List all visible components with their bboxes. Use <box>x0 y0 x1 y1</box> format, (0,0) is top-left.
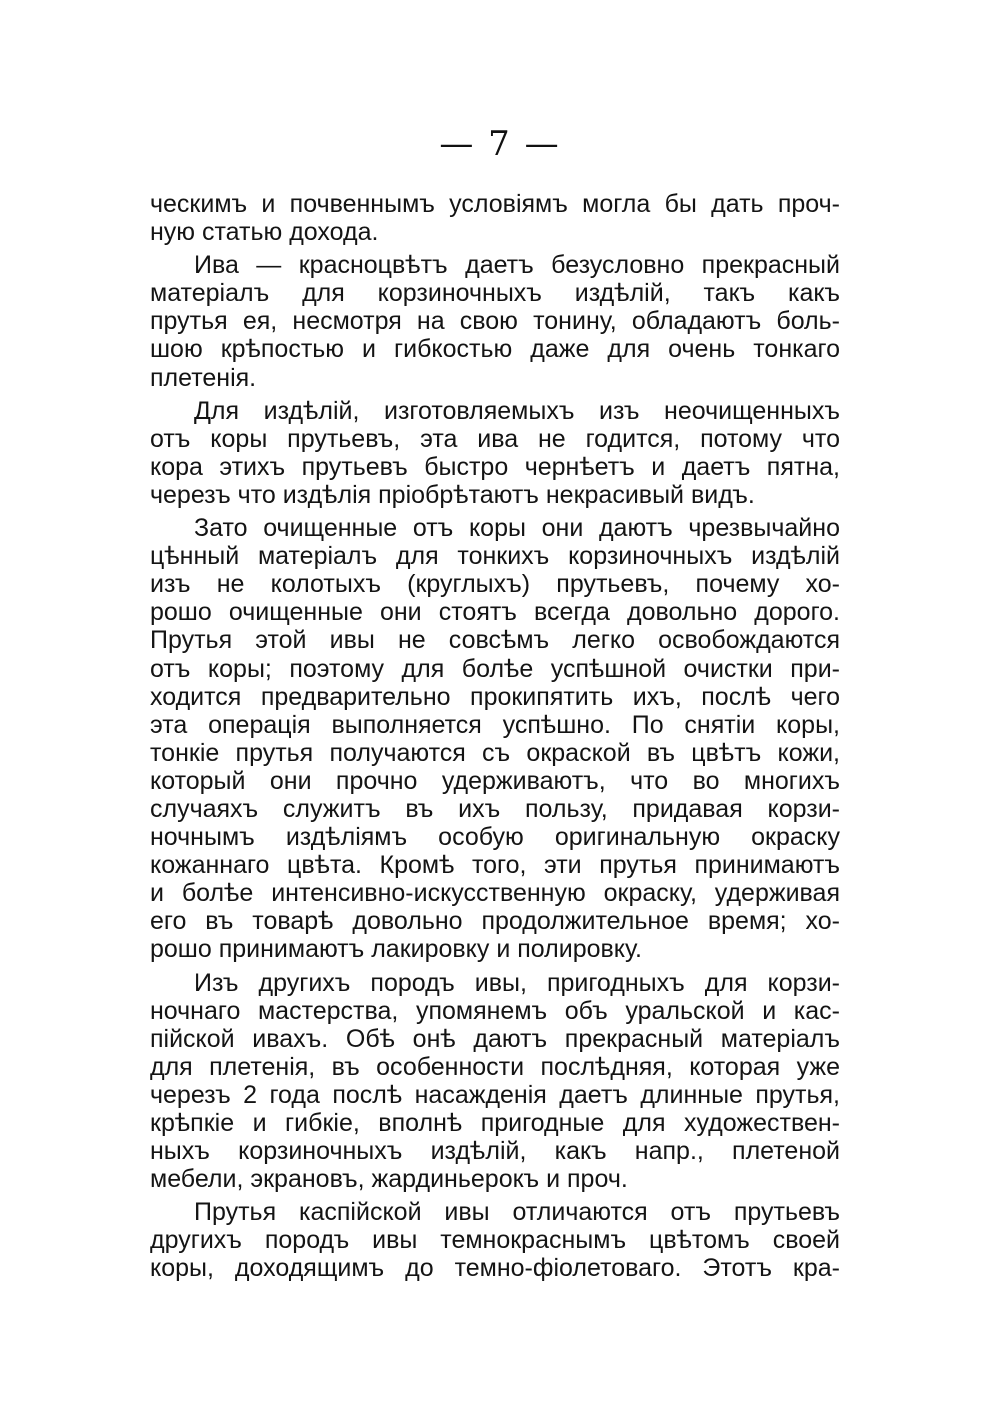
text-line: матеріалъ для корзиночныхъ издѣлій, такъ какъ <box>150 279 840 308</box>
text-line: отъ коры; поэтому для болѣе успѣшной очистки при- <box>150 654 840 683</box>
text-line: пійской ивахъ. Обѣ онѣ даютъ прекрасный матеріалъ <box>150 1024 840 1053</box>
text-line: коры, доходящимъ до темно-фіолетоваго. Этотъ кра- <box>150 1254 840 1283</box>
text-line: изъ не колотыхъ (круглыхъ) прутьевъ, почему хо- <box>150 570 840 599</box>
text-line: шою крѣпостью и гибкостью даже для очень тонкаго <box>150 335 840 364</box>
paragraph <box>150 514 840 964</box>
text-line: тонкіе прутья получаются съ окраской въ цвѣтъ кожи, <box>150 738 840 767</box>
text-line: черезъ что издѣлія пріобрѣтаютъ некрасивый видъ. <box>150 480 755 509</box>
text-line: случаяхъ служитъ въ ихъ пользу, придавая корзи- <box>150 794 840 823</box>
text-line: его въ товарѣ довольно продолжительное время; хо- <box>150 907 840 936</box>
paragraph <box>150 397 840 509</box>
text-line: эта операція выполняется успѣшно. По снятіи коры, <box>150 710 840 739</box>
text-line: крѣпкіе и гибкіе, вполнѣ пригодные для художествен- <box>150 1109 840 1137</box>
text-line: Зато очищенные отъ коры они даютъ чрезвычайно <box>194 514 840 543</box>
text-line: ную статью дохода. <box>150 218 379 247</box>
text-line: Для издѣлій, изготовляемыхъ изъ неочищенныхъ <box>194 396 840 425</box>
text-line: кора этихъ прутьевъ быстро чернѣетъ и даетъ пятна, <box>150 452 840 481</box>
body-text <box>150 190 840 1288</box>
text-line: ходится предварительно прокипятить ихъ, послѣ чего <box>150 682 840 711</box>
text-line: который они прочно удерживаютъ, что во многихъ <box>150 766 840 795</box>
text-line: рошо принимаютъ лакировку и полировку. <box>150 935 642 964</box>
text-line: прутья ея, несмотря на свою тонину, обладаютъ боль- <box>150 307 840 336</box>
paragraph <box>150 251 840 391</box>
paragraph <box>150 1198 840 1282</box>
text-line: Прутья этой ивы не совсѣмъ легко освобождаются <box>150 626 840 655</box>
text-line: Ива — красноцвѣтъ даетъ безусловно прекрасный <box>194 251 840 280</box>
paragraph <box>150 190 840 246</box>
text-line: и болѣе интенсивно-искусственную окраску, удерживая <box>150 879 840 908</box>
text-line: ческимъ и почвеннымъ условіямъ могла бы дать проч- <box>150 190 840 218</box>
text-line: цѣнный матеріалъ для тонкихъ корзиночныхъ издѣлій <box>150 542 840 571</box>
text-line: ночнаго мастерства, упомянемъ объ уральской и кас- <box>150 996 840 1025</box>
text-line: другихъ породъ ивы темнокраснымъ цвѣтомъ своей <box>150 1226 840 1255</box>
text-line: рошо очищенные они стоятъ всегда довольно дорого. <box>150 598 840 627</box>
text-line: ночнымъ издѣліямъ особую оригинальную окраску <box>150 823 840 852</box>
page-number: — 7 — <box>439 124 561 164</box>
text-line: кожаннаго цвѣта. Кромѣ того, эти прутья принимаютъ <box>150 851 840 880</box>
text-line: отъ коры прутьевъ, эта ива не годится, потому что <box>150 424 840 453</box>
paragraph <box>150 969 840 1194</box>
text-line: черезъ 2 года послѣ насажденія даетъ длинные прутья, <box>150 1080 840 1109</box>
text-line: Прутья каспійской ивы отличаются отъ прутьевъ <box>194 1198 840 1227</box>
text-line: для плетенія, въ особенности послѣдняя, которая уже <box>150 1052 840 1081</box>
text-line: мебели, экрановъ, жардиньерокъ и проч. <box>150 1165 628 1194</box>
text-line: плетенія. <box>150 363 257 392</box>
text-line: ныхъ корзиночныхъ издѣлій, какъ напр., плетеной <box>150 1137 840 1166</box>
text-line: Изъ другихъ породъ ивы, пригодныхъ для корзи- <box>194 968 840 997</box>
